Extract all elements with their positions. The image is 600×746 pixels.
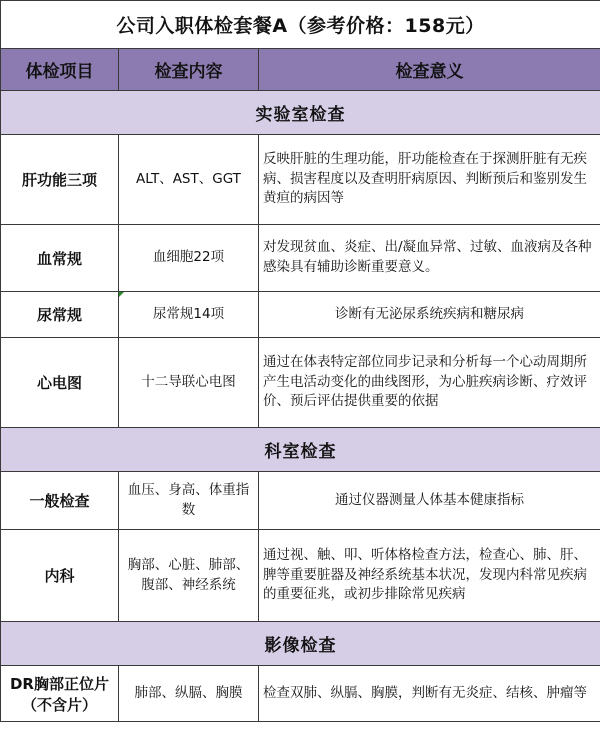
- item-content: 肺部、纵膈、胸膜: [119, 666, 259, 722]
- item-content-text: 尿常规14项: [152, 305, 225, 322]
- section-title: 实验室检查: [1, 91, 600, 135]
- item-content: ALT、AST、GGT: [119, 135, 259, 225]
- item-name: 一般检查: [1, 472, 119, 530]
- item-content: 血压、身高、体重指数: [119, 472, 259, 530]
- item-content: 血细胞22项: [119, 225, 259, 292]
- section-title: 影像检查: [1, 622, 600, 666]
- item-meaning: 反映肝脏的生理功能，肝功能检查在于探测肝脏有无疾病、损害程度以及查明肝病原因、判断预后和鉴别发生黄疸的病因等: [259, 135, 600, 225]
- section-row-department: [1, 428, 600, 472]
- table-title: 公司入职体检套餐A（参考价格：158元）: [1, 1, 600, 49]
- table-row: [1, 292, 600, 338]
- section-row-imaging: [1, 622, 600, 666]
- section-row-lab: [1, 91, 600, 135]
- table-row: [1, 472, 600, 530]
- item-name: 尿常规: [1, 292, 119, 338]
- item-meaning: 通过视、触、叩、听体格检查方法，检查心、肺、肝、脾等重要脏器及神经系统基本状况，发现内科常见疾病的重要征兆，或初步排除常见疾病: [259, 530, 600, 622]
- table-row: [1, 530, 600, 622]
- item-name: 心电图: [1, 338, 119, 428]
- header-row: [1, 49, 600, 91]
- item-meaning: 对发现贫血、炎症、出/凝血异常、过敏、血液病及各种感染具有辅助诊断重要意义。: [259, 225, 600, 292]
- item-name: 血常规: [1, 225, 119, 292]
- item-content: 胸部、心脏、肺部、腹部、神经系统: [119, 530, 259, 622]
- table-row: [1, 225, 600, 292]
- item-meaning: 检查双肺、纵膈、胸膜，判断有无炎症、结核、肿瘤等: [259, 666, 600, 722]
- header-meaning: 检查意义: [259, 49, 600, 91]
- item-content: 十二导联心电图: [119, 338, 259, 428]
- item-name: 内科: [1, 530, 119, 622]
- section-title: 科室检查: [1, 428, 600, 472]
- header-content: 检查内容: [119, 49, 259, 91]
- item-meaning: 诊断有无泌尿系统疾病和糖尿病: [259, 292, 600, 338]
- item-meaning: 通过仪器测量人体基本健康指标: [259, 472, 600, 530]
- item-meaning: 通过在体表特定部位同步记录和分析每一个心动周期所产生电活动变化的曲线图形，为心脏疾病诊断、疗效评价、预后评估提供重要的依据: [259, 338, 600, 428]
- item-content: [119, 292, 259, 338]
- table-row: [1, 666, 600, 722]
- header-item: 体检项目: [1, 49, 119, 91]
- table-row: [1, 135, 600, 225]
- item-name: DR胸部正位片（不含片）: [1, 666, 119, 722]
- table-row: [1, 338, 600, 428]
- item-name: 肝功能三项: [1, 135, 119, 225]
- title-row: [1, 1, 600, 49]
- comment-marker-icon: [119, 292, 124, 297]
